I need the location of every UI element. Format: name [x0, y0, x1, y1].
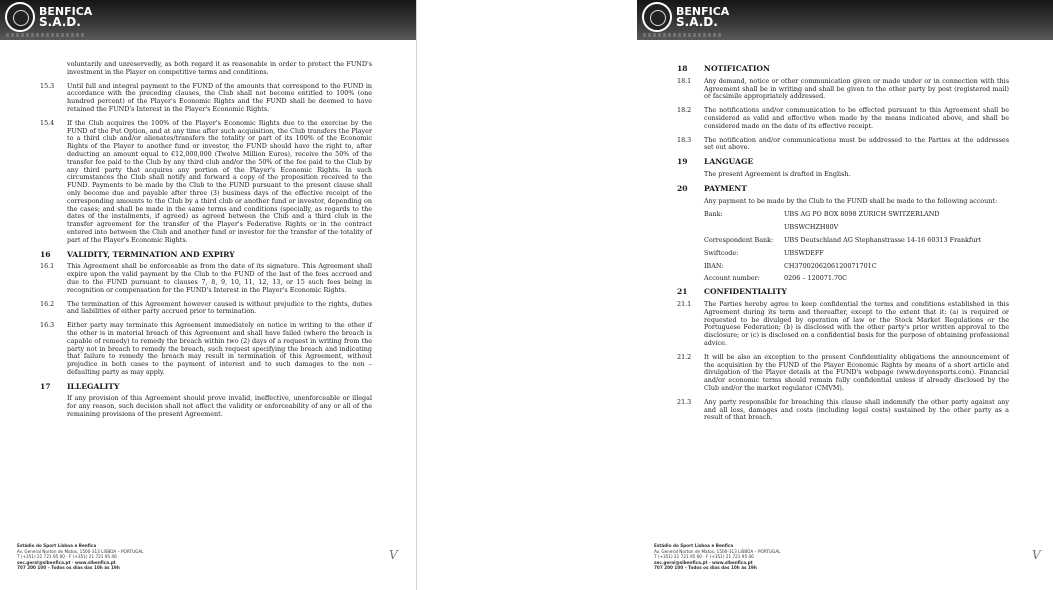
footer-line-4: sec.geral@slbenfica.pt · www.slbenfica.pt: [654, 559, 753, 565]
logo-subtitle-strip: [643, 33, 723, 37]
bank-label: Bank:: [704, 210, 723, 219]
bank-label: Correspondent Bank:: [704, 235, 774, 244]
footer-line-2: Av. General Norton de Matos, 1500-313 LISBOA – PORTUGAL: [654, 548, 781, 554]
bank-label: IBAN:: [704, 261, 724, 270]
bank-value: CH3700206206120071701C: [784, 261, 877, 270]
clause-20: Any payment to be made by the Club to the FUND shall be made to the following account:: [704, 196, 998, 205]
page-footer: [17, 543, 144, 571]
footer-line-2: Av. General Norton de Matos, 1500-313 LISBOA – PORTUGAL: [17, 548, 144, 554]
clause-text: The notifications and/or communication to be effected pursuant to this Agreement shall be considered as valid and effective when made by the means indicated above, and shall be considered made on the date of its effective receipt.: [704, 106, 1009, 130]
clause-15-4: [40, 120, 372, 245]
bank-value: UBS Deutschland AG Stephanstrasse 14-16 60313 Frankfurt: [784, 235, 982, 244]
benfica-logo: [5, 2, 92, 32]
logo-line-2: S.A.D.: [676, 15, 718, 29]
page-header-band: [0, 0, 416, 40]
footer-line-1: Estádio do Sport Lisboa e Benfica: [17, 543, 97, 548]
section-number: 18: [677, 64, 688, 73]
bank-label: [704, 224, 784, 232]
blank-area: [416, 0, 637, 590]
bank-row: [704, 211, 1009, 219]
bank-label: Account number:: [704, 274, 760, 283]
clause-number: 18.1: [677, 76, 692, 85]
clause-19: The present Agreement is drafted in English.: [704, 169, 851, 178]
clause-number: 18.2: [677, 106, 692, 115]
bank-value: 0206 – 120071.70C: [784, 274, 847, 283]
footer-line-3: T (+351) 21 721 95 00 · F (+351) 21 721 95 46: [654, 554, 754, 560]
benfica-crest-icon: [642, 2, 672, 32]
clause-21-2: [677, 354, 1009, 393]
section-heading-18: [677, 65, 1009, 73]
section-heading-19: [677, 158, 1009, 166]
clause-16-3: [40, 322, 372, 377]
clause-18-3: [677, 137, 1009, 153]
clause-text: The Parties hereby agree to keep confidential the terms and conditions established in this Agreement during its term and thereafter, except to the extent that it: (a) is required or requested to be divulged by operation of law or the Stock Market Regulations or the Portuguese Federation; (b) is disclosed with the other party's prior written approval to the disclosure; or (c) is disclosed on a confidential basis for the purpose of obtaining professional advice.: [704, 299, 1009, 347]
clause-number: 21.2: [677, 352, 692, 361]
section-number: 19: [677, 157, 688, 167]
page-footer: [654, 543, 781, 571]
initials-signature: V: [1032, 548, 1041, 562]
logo-subtitle-strip: [6, 33, 86, 37]
section-title: LANGUAGE: [704, 157, 754, 167]
section-number: 16: [40, 249, 51, 259]
footer-line-5: 707 200 100 – Todos os dias das 10h às 19h: [17, 565, 120, 571]
footer-line-1: Estádio do Sport Lisboa e Benfica: [654, 543, 734, 548]
section-title: VALIDITY, TERMINATION AND EXPIRY: [67, 249, 235, 259]
clause-16-2: [40, 301, 372, 317]
benfica-crest-icon: [5, 2, 35, 32]
section-heading-16: [40, 251, 372, 259]
page-body: [677, 61, 1009, 428]
benfica-logo: [642, 2, 729, 32]
clause-text: Until full and integral payment to the FUND of the amounts that correspond to the FUND in accordance with the preceding clauses, the Club shall not become entitled to 100% (one hundred percent) of the Player's Economic Rights and the FUND shall be deemed to have retained the FUND's Interest in the Player's Economic Rights.: [67, 81, 372, 113]
clause-text: The termination of this Agreement however caused is without prejudice to the rights, duties and liabilities of either party accrued prior to termination.: [67, 299, 372, 316]
section-heading-20: [677, 185, 1009, 193]
clause-text: Any party responsible for breaching this clause shall indemnify the other party against any and all loss, damages and costs (including legal costs) sustained by the other party as a result of that breach.: [704, 397, 1009, 422]
document-page-left: [0, 0, 416, 590]
bank-row: [704, 224, 1009, 232]
bank-row: [704, 250, 1009, 258]
initials-signature: V: [389, 548, 398, 562]
clause-text: Either party may terminate this Agreement immediately on notice in writing to the other if the other is in material breach of this Agreement and shall have failed (where the breach is capable of remedy) to remedy the breach within two (2) days of a request in writing from the party not in breach to remedy the breach, such request specifying the breach and indicating that failure to remedy the breach may result in termination of this Agreement, without prejudice in both cases to the payment of interest and to such damages to the non – defaulting party as may apply.: [67, 321, 372, 376]
section-number: 21: [677, 287, 688, 297]
logo-line-1: BENFICA: [676, 5, 730, 18]
clause-18-1: [677, 78, 1009, 101]
footer-line-3: T (+351) 21 721 95 00 · F (+351) 21 721 95 46: [17, 554, 117, 560]
section-title: NOTIFICATION: [704, 64, 770, 73]
section-number: 17: [40, 381, 51, 391]
clause-21-3: [677, 399, 1009, 422]
section-heading-21: [677, 288, 1009, 296]
footer-line-4: sec.geral@slbenfica.pt · www.slbenfica.pt: [17, 559, 116, 565]
clause-number: 21.3: [677, 397, 692, 406]
bank-value: UBSWDEFF: [784, 248, 824, 257]
clause-21-1: [677, 301, 1009, 348]
bank-label: Swiftcode:: [704, 248, 739, 257]
clause-18-2: [677, 107, 1009, 130]
document-page-right: [637, 0, 1053, 590]
clause-number: 16.1: [40, 262, 55, 271]
clause-text: It will be also an exception to the present Confidentiality obligations the announcement of the acquisition by the FUND of the Player Economic Rights by means of a short article and divulgation of the Player details at the FUND's webpage (www.doyensports.com). Financial and/or economic terms should remain fully confidential unless if already disclosed by the Club and/or the market regulator (CMVM).: [704, 352, 1009, 392]
section-title: PAYMENT: [704, 183, 747, 193]
clause-text: This Agreement shall be enforceable as from the date of its signature. This Agreement shall expire upon the valid payment by the Club to the FUND of the last of the fees accrued and due to the FUND pursuant to clauses 7, 8, 9, 10, 11, 12, 13, or 15 such fees being in recognition or compensation for the FUND's Interest in the Player's Economic Rights.: [67, 262, 372, 294]
logo-line-2: S.A.D.: [39, 15, 81, 29]
section-title: ILLEGALITY: [67, 381, 120, 391]
page-header-band: [637, 0, 1053, 40]
clause-number: 15.4: [40, 118, 55, 127]
clause-15-3: [40, 83, 372, 114]
bank-row: [704, 275, 1009, 283]
clause-text: Any demand, notice or other communication given or made under or in connection with this Agreement shall be in writing and shall be given to the other party by post (registered mail) or facsimile appropriately addressed.: [704, 76, 1009, 101]
clause-number: 21.1: [677, 299, 692, 308]
section-number: 20: [677, 183, 688, 193]
bank-value: UBS AG PO BOX 8098 ZURICH SWITZERLAND: [784, 210, 940, 219]
section-title: CONFIDENTIALITY: [704, 287, 787, 297]
bank-row: [704, 263, 1009, 271]
footer-line-5: 707 200 100 – Todos os dias das 10h às 19h: [654, 565, 757, 571]
clause-17: If any provision of this Agreement should prove invalid, ineffective, unenforceable or illegal for any reason, such decision shall not affect the validity or enforceability of any or all of the remaining provisions of the present Agreement.: [67, 394, 372, 419]
bank-value: UBSWCHZH80V: [784, 223, 839, 232]
page-body: [40, 61, 372, 425]
clause-text: The notification and/or communications must be addressed to the Parties at the addresses set out above.: [704, 135, 1009, 152]
paragraph-intro: voluntarily and unreservedly, as both regard it as reasonable in order to protect the FUND's investment in the Player on competitive terms and conditions.: [67, 60, 372, 76]
bank-row: [704, 237, 1009, 245]
clause-number: 16.3: [40, 321, 55, 330]
clause-16-1: [40, 263, 372, 294]
logo-line-1: BENFICA: [39, 5, 93, 18]
clause-number: 18.3: [677, 135, 692, 144]
clause-number: 15.3: [40, 81, 55, 90]
section-heading-17: [40, 383, 372, 391]
clause-number: 16.2: [40, 299, 55, 308]
clause-text: If the Club acquires the 100% of the Player's Economic Rights due to the exercise by the FUND of the Put Option, and at any time after such acquisition, the Club transfers the Player to a third club and/or alienates/transfers the totality or part of its 100% of the Economic Rights of the Player to another fund or investor, the FUND should have the right to, after deducting an amount equal to €12,000,000 (Twelve Million Euros), receive the 50% of the transfer fee paid to the Club by any third club and/or the 50% of the fee paid to the Club by any third party that acquires any portion of the Player's Economic Rights. In such circumstances the Club shall notify and forward a copy of the proposition received to the FUND. Payments to be made by the Club to the FUND pursuant to the present clause shall only become due and payable after three (3) business days of the effective receipt of the corresponding amounts to the Club by a third club or another fund or investor, depending on the cases; and shall be made in the same terms and conditions (specially, as regards to the dates of the instalments, if agreed) as agreed between the Club and a third club in the transfer agreement for the transfer of the Player's Federative Rights or in the contract entered into between the Club and another fund or investor for the transfer of the totality of part of the Player's Economic Rights.: [67, 118, 372, 244]
